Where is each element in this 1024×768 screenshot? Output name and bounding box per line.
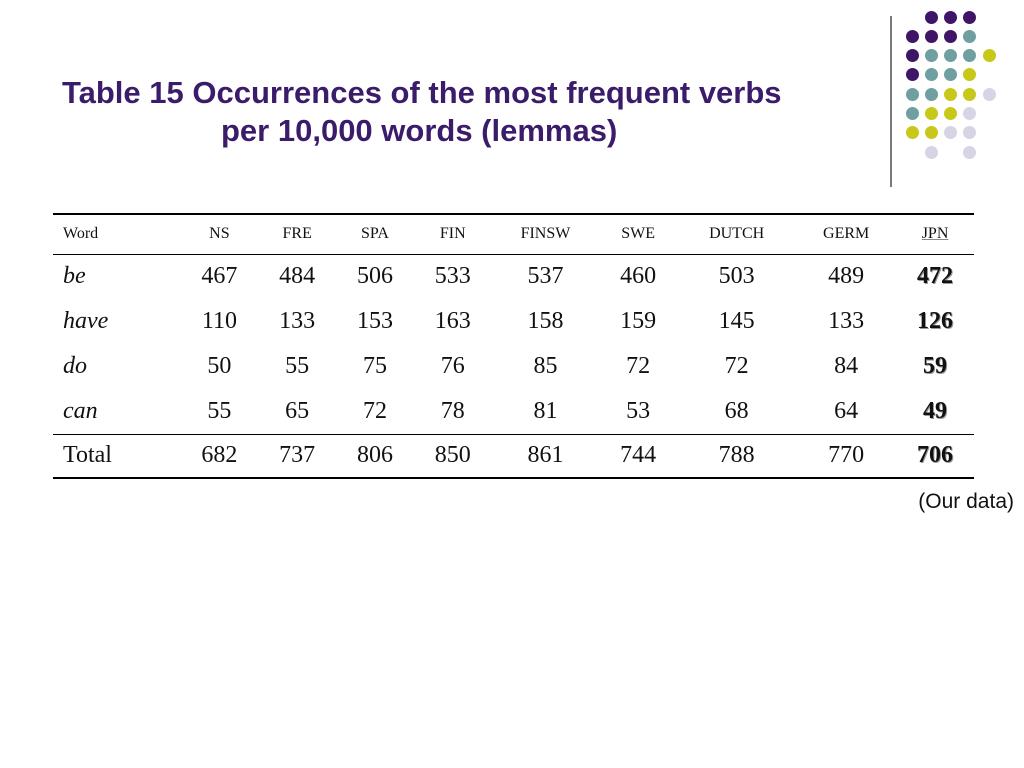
cell: 85 (533, 353, 558, 379)
cell: 55 (207, 397, 232, 424)
cell-jpn: 472 (917, 263, 954, 290)
decorative-dot (983, 49, 996, 62)
header-word: Word (53, 214, 180, 254)
header-germ: GERM (796, 214, 896, 254)
header-jpn: JPN (896, 214, 974, 254)
source-note: (Our data) (918, 490, 1014, 513)
table-row (53, 254, 974, 299)
decorative-dot (944, 30, 957, 43)
table-row (53, 299, 974, 344)
table-total-row (53, 434, 974, 478)
cell-jpn: 59 (923, 353, 948, 379)
cell: 68 (724, 397, 749, 424)
header-swe: SWE (599, 214, 677, 254)
table-row (53, 389, 974, 434)
cell: 163 (434, 308, 471, 334)
cell: 133 (828, 308, 865, 334)
cell: 460 (620, 263, 657, 290)
cell: 84 (834, 353, 859, 379)
header-dutch: DUTCH (677, 214, 796, 254)
header-ns: NS (180, 214, 258, 254)
header-fin: FIN (414, 214, 492, 254)
cell: 133 (279, 308, 316, 334)
decorative-dot (944, 107, 957, 120)
header-finsw: FINSW (492, 214, 600, 254)
decorative-dot (925, 126, 938, 139)
decorative-dot (944, 49, 957, 62)
cell: 72 (362, 397, 387, 424)
title-line-1: Table 15 Occurrences of the most frequent verbs (62, 75, 782, 110)
cell: 537 (527, 263, 564, 290)
verb-frequency-table (53, 213, 974, 479)
cell: 861 (492, 434, 600, 478)
row-word: can (63, 397, 98, 424)
decorative-dot (944, 88, 957, 101)
decorative-dot (906, 107, 919, 120)
cell: 806 (336, 434, 414, 478)
cell: 78 (440, 397, 465, 424)
cell: 159 (620, 308, 657, 334)
decorative-dot (925, 107, 938, 120)
cell: 145 (718, 308, 755, 334)
cell: 81 (533, 397, 558, 424)
cell: 110 (201, 308, 237, 334)
cell: 744 (599, 434, 677, 478)
decorative-dot (944, 11, 957, 24)
decorative-dot (983, 88, 996, 101)
cell: 158 (527, 308, 564, 334)
decorative-dot (906, 30, 919, 43)
cell: 72 (626, 353, 651, 379)
decorative-dot (963, 88, 976, 101)
decorative-dot (925, 49, 938, 62)
cell-jpn: 126 (917, 308, 954, 334)
decorative-dot (925, 30, 938, 43)
cell-jpn: 706 (896, 434, 974, 478)
cell: 65 (285, 397, 310, 424)
cell: 682 (180, 434, 258, 478)
decorative-dot (925, 146, 938, 159)
cell: 489 (828, 263, 865, 290)
decorative-dot (906, 68, 919, 81)
total-label: Total (53, 434, 180, 478)
cell: 153 (356, 308, 393, 334)
cell: 76 (440, 353, 465, 379)
decorative-dot (963, 146, 976, 159)
cell: 484 (279, 263, 316, 290)
cell: 55 (285, 353, 310, 379)
decorative-dot (906, 88, 919, 101)
row-word: be (63, 263, 86, 290)
cell: 533 (434, 263, 471, 290)
decorative-dot (906, 49, 919, 62)
cell: 53 (626, 397, 651, 424)
decorative-dot (963, 126, 976, 139)
cell: 75 (362, 353, 387, 379)
cell: 503 (718, 263, 755, 290)
decorative-dot (963, 107, 976, 120)
cell: 788 (677, 434, 796, 478)
table-header-row (53, 214, 974, 254)
decorative-dot-grid (0, 0, 1024, 200)
cell: 72 (724, 353, 749, 379)
decorative-dot (925, 11, 938, 24)
cell: 50 (207, 353, 232, 379)
decorative-dot (906, 126, 919, 139)
cell: 737 (258, 434, 336, 478)
decorative-dot (925, 88, 938, 101)
decorative-dot (963, 49, 976, 62)
cell: 506 (356, 263, 393, 290)
cell-jpn: 49 (923, 397, 948, 424)
header-spa: SPA (336, 214, 414, 254)
table-row (53, 344, 974, 389)
decorative-dot (944, 126, 957, 139)
cell: 770 (796, 434, 896, 478)
decorative-dot (963, 30, 976, 43)
decorative-dot (944, 68, 957, 81)
cell: 64 (834, 397, 859, 424)
decorative-dot (963, 11, 976, 24)
header-fre: FRE (258, 214, 336, 254)
row-word: have (63, 308, 109, 334)
decorative-dot (963, 68, 976, 81)
row-word: do (63, 353, 87, 379)
decorative-dot (925, 68, 938, 81)
title-line-2: per 10,000 words (lemmas) (221, 113, 618, 148)
cell: 467 (201, 263, 238, 290)
cell: 850 (414, 434, 492, 478)
